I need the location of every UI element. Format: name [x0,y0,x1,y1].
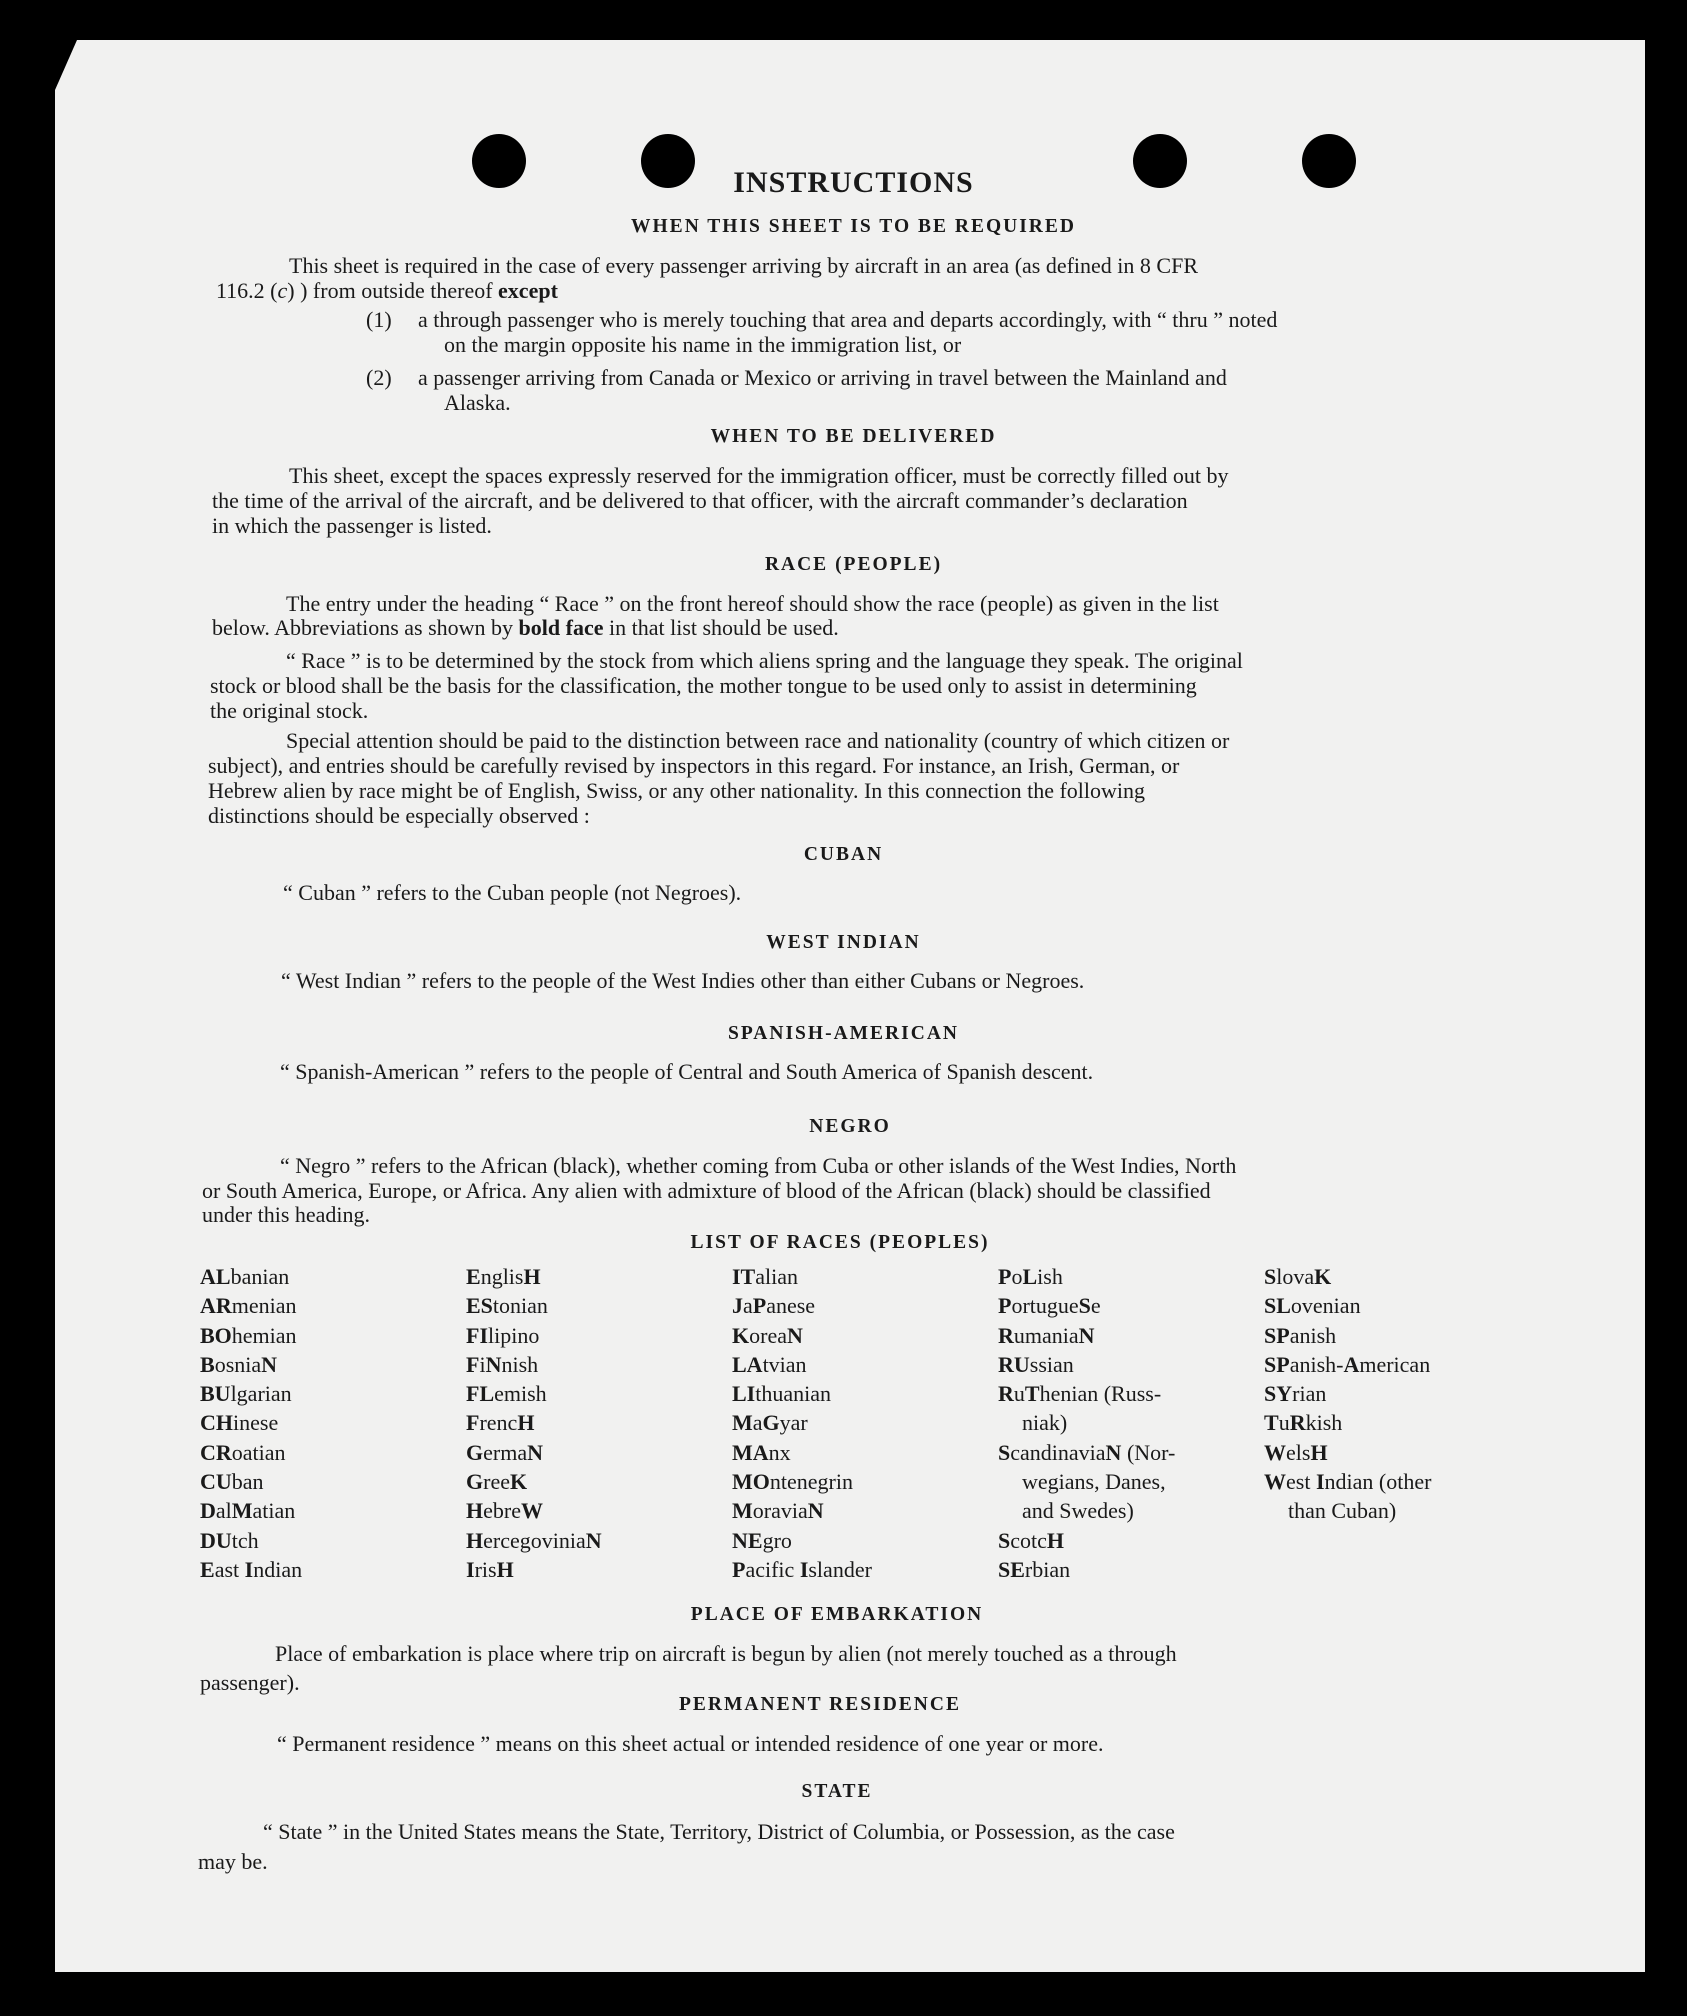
races-column-5 [1264,1262,1431,1526]
race-letters: lipino [488,1322,540,1348]
races-column-4 [998,1262,1175,1584]
race-item [200,1262,302,1291]
race-p2-line-3: the original stock. [210,698,369,723]
race-abbrev-letters: S [1078,1293,1091,1319]
race-letters: wegians, Danes, [1022,1469,1166,1495]
race-item [1264,1321,1431,1350]
race-letters: renc [479,1410,518,1436]
race-letters: i [479,1351,486,1377]
race-letters: niak) [1022,1410,1068,1436]
race-abbrev-letters: LI [732,1381,756,1407]
race-abbrev-letters: M [732,1410,753,1436]
race-letters: nglis [480,1264,524,1289]
race-letters: thuanian [755,1381,832,1407]
race-p1-line-1: The entry under the heading “ Race ” on the front hereof should show the race (people) as given in the list [286,591,1219,616]
race-item [998,1379,1175,1408]
race-abbrev-letters: N [261,1351,278,1377]
race-letters: erma [483,1439,528,1465]
race-letters: ntenegrin [769,1469,853,1495]
race-letters: acific [745,1556,800,1582]
race-letters: ris [474,1556,497,1582]
race-item [732,1408,872,1437]
race-abbrev-letters: N [1105,1439,1122,1465]
race-letters: henian (Russ- [1039,1381,1162,1407]
race-item [466,1321,602,1350]
race-letters: u [1278,1410,1290,1436]
race-item [1264,1291,1431,1320]
heading-when-delivered: WHEN TO BE DELIVERED [710,426,997,447]
race-letters: ssian [1029,1351,1074,1377]
required-item-1-line-1: a through passenger who is merely touching that area and departs accordingly, with “ thru ” noted [418,307,1278,332]
race-item [466,1526,602,1555]
race-letters: banian [230,1264,290,1289]
state-line-1: “ State ” in the United States means the State, Territory, District of Columbia, or Possession, as the case [263,1819,1175,1844]
race-abbrev-letters: I [466,1556,475,1582]
race-letters: lgarian [230,1381,292,1407]
race-abbrev-letters: SL [1264,1293,1291,1319]
race-letters: anese [766,1293,816,1319]
required-item-2-num: (2) [366,365,392,390]
race-letters: lova [1276,1264,1315,1289]
race-abbrev-letters: I [1315,1469,1325,1495]
race-abbrev-letters: SP [1264,1351,1290,1377]
race-abbrev-letters: J [732,1293,743,1319]
negro-line-3: under this heading. [202,1202,371,1227]
race-letters: nish [501,1351,539,1377]
race-letters: anish- [1289,1351,1344,1377]
race-letters: inese [233,1410,279,1436]
race-item [200,1408,302,1437]
race-abbrev-letters: K [732,1322,750,1348]
race-abbrev-letters: G [466,1439,484,1465]
race-letters: a [743,1293,753,1319]
race-abbrev-letters: S [1264,1264,1277,1289]
race-item [998,1496,1175,1525]
races-column-1 [200,1262,302,1584]
race-item [200,1350,302,1379]
race-letters: a [752,1410,763,1436]
race-letters: rbian [1024,1556,1071,1582]
race-letters: emish [494,1381,547,1407]
race-abbrev-letters: R [1289,1410,1306,1436]
heading-spanish-american: SPANISH-AMERICAN [728,1023,959,1044]
race-abbrev-letters: RU [998,1351,1030,1377]
heading-west-indian: WEST INDIAN [766,932,921,953]
race-abbrev-letters: E [200,1556,215,1582]
race-abbrev-letters: B [200,1351,215,1377]
race-abbrev-letters: W [520,1498,543,1524]
race-letters: els [1286,1439,1311,1465]
delivered-line-1: This sheet, except the spaces expressly reserved for the immigration officer, must be correctly filled out by [289,463,1229,488]
race-abbrev-letters: F [466,1410,480,1436]
race-item [466,1438,602,1467]
race-letters: than Cuban) [1288,1498,1397,1524]
race-item [998,1291,1175,1320]
race-abbrev-letters: K [509,1469,528,1495]
race-abbrev-letters: N [527,1439,543,1465]
race-letters: atian [252,1498,296,1524]
race-letters: ast [214,1556,245,1582]
race-abbrev-letters: W [1264,1439,1286,1465]
race-item [1264,1438,1431,1467]
race-abbrev-letters: H [523,1264,541,1289]
race-abbrev-letters: R [998,1322,1014,1348]
race-letters: orea [749,1322,787,1348]
race-p3-line-3: Hebrew alien by race might be of English, Swiss, or any other nationality. In this connection the following [208,778,1146,803]
race-abbrev-letters: MO [732,1469,770,1495]
race-item [200,1526,302,1555]
race-abbrev-letters: SE [998,1556,1025,1582]
race-letters: ortugue [1011,1293,1079,1319]
race-abbrev-letters: AR [200,1293,232,1319]
race-abbrev-letters: IT [732,1264,756,1289]
race-abbrev-letters: FL [466,1381,495,1407]
race-letters: yar [779,1410,808,1436]
negro-line-2: or South America, Europe, or Africa. Any alien with admixture of blood of the African (black) should be classified [202,1178,1211,1203]
race-letters: al [215,1498,232,1524]
delivered-line-3: in which the passenger is listed. [212,513,492,538]
negro-line-1: “ Negro ” refers to the African (black), whether coming from Cuba or other islands of the West Indies, North [280,1153,1237,1178]
delivered-line-2: the time of the arrival of the aircraft, and be delivered to that officer, with the aircraft commander’s declaration [212,488,1188,513]
race-abbrev-letters: N [786,1322,803,1348]
race-abbrev-letters: H [517,1410,535,1436]
race-item [998,1526,1175,1555]
race-p3-line-1: Special attention should be paid to the distinction between race and nationality (country of which citizen or [286,728,1230,753]
race-letters: anish [1289,1322,1337,1348]
race-abbrev-letters: MA [732,1439,769,1465]
race-abbrev-letters: G [762,1410,780,1436]
race-letters: cotc [1010,1527,1047,1553]
race-item [466,1467,602,1496]
heading-place-of-embarkation: PLACE OF EMBARKATION [690,1604,984,1625]
race-item [998,1467,1175,1496]
race-item [1264,1379,1431,1408]
heading-negro: NEGRO [809,1116,891,1137]
race-abbrev-letters: P [998,1264,1012,1289]
race-letters: umania [1013,1322,1079,1348]
race-abbrev-letters: DU [200,1527,232,1553]
heading-cuban: CUBAN [803,844,884,865]
race-p3-line-2: subject), and entries should be carefully revised by inspectors in this regard. For instance, an Irish, German, or [208,753,1180,778]
race-p1-line-2: below. Abbreviations as shown by bold face in that list should be used. [212,615,839,640]
cuban-text: “ Cuban ” refers to the Cuban people (not Negroes). [283,880,742,905]
west-indian-text: “ West Indian ” refers to the people of the West Indies other than either Cubans or Negroes. [281,968,1085,993]
race-item [998,1408,1175,1437]
race-abbrev-letters: R [998,1381,1014,1407]
race-abbrev-letters: M [231,1498,253,1524]
race-letters: nx [768,1439,791,1465]
race-letters: oravia [752,1498,808,1524]
race-abbrev-letters: N [807,1498,824,1524]
race-item [1264,1496,1431,1525]
race-abbrev-letters: N [485,1351,502,1377]
heading-state: STATE [801,1781,873,1802]
races-column-3 [732,1262,872,1584]
race-letters: slander [808,1556,872,1582]
race-abbrev-letters: ES [466,1293,493,1319]
required-item-2-line-2: Alaska. [444,390,511,415]
race-abbrev-letters: H [496,1556,514,1582]
race-abbrev-letters: CU [200,1469,232,1495]
race-letters: ndian [253,1556,303,1582]
race-letters: ree [483,1469,510,1495]
race-abbrev-letters: L [1022,1264,1038,1289]
race-abbrev-letters: LA [732,1351,763,1377]
required-item-1-line-2: on the margin opposite his name in the immigration list, or [444,332,962,357]
race-letters: hemian [231,1322,297,1348]
race-item [732,1555,872,1584]
race-letters: tvian [762,1351,807,1377]
race-abbrev-letters: G [466,1469,484,1495]
race-letters: alian [755,1264,799,1289]
race-item [1264,1408,1431,1437]
race-item [732,1467,872,1496]
race-item [200,1555,302,1584]
race-abbrev-letters: W [1264,1469,1286,1495]
races-column-2 [466,1262,602,1584]
spanish-american-text: “ Spanish-American ” refers to the people of Central and South America of Spanish descent. [280,1059,1094,1084]
race-item [466,1496,602,1525]
race-abbrev-letters: BO [200,1322,232,1348]
required-line-1: This sheet is required in the case of every passenger arriving by aircraft in an area (as defined in 8 CFR [289,253,1199,278]
race-abbrev-letters: I [799,1556,809,1582]
heading-race: RACE (PEOPLE) [764,554,943,575]
race-item [1264,1262,1431,1291]
race-p3-line-4: distinctions should be especially observed : [208,803,590,828]
race-item [732,1496,872,1525]
race-letters: ban [231,1469,264,1495]
heading-permanent-residence: PERMANENT RESIDENCE [679,1694,961,1715]
race-letters: ovenian [1290,1293,1361,1319]
required-item-2-line-1: a passenger arriving from Canada or Mexico or arriving in travel between the Mainland and [418,365,1227,390]
race-letters: tch [231,1527,259,1553]
race-abbrev-letters: M [732,1498,753,1524]
race-abbrev-letters: S [998,1527,1011,1553]
race-item [200,1379,302,1408]
race-item [466,1379,602,1408]
race-letters: rian [1292,1381,1327,1407]
race-item [732,1526,872,1555]
race-letters: candinavia [1010,1439,1106,1465]
race-letters: tonian [492,1293,548,1319]
race-abbrev-letters: N [585,1527,602,1553]
race-item [998,1262,1175,1291]
embarkation-line-1: Place of embarkation is place where trip on aircraft is begun by alien (not merely touched as a through [275,1641,1177,1666]
race-item [998,1350,1175,1379]
race-abbrev-letters: E [466,1264,481,1289]
race-letters: menian [231,1293,297,1319]
race-letters: osnia [214,1351,262,1377]
race-item [466,1291,602,1320]
race-p2-line-2: stock or blood shall be the basis for the classification, the mother tongue to be used only to assist in determining [210,673,1197,698]
race-abbrev-letters: FI [466,1322,488,1348]
race-abbrev-letters: P [732,1556,746,1582]
race-letters: ndian (other [1324,1469,1432,1495]
race-item [466,1408,602,1437]
race-abbrev-letters: T [1024,1381,1040,1407]
race-item [200,1321,302,1350]
race-letters: kish [1305,1410,1343,1436]
race-letters: merican [1359,1351,1431,1377]
race-abbrev-letters: H [466,1527,484,1553]
race-p2-line-1: “ Race ” is to be determined by the stock from which aliens spring and the language they speak. The original [286,648,1243,673]
race-letters: o [1011,1264,1023,1289]
race-letters: oatian [231,1439,286,1465]
race-item [998,1438,1175,1467]
race-abbrev-letters: S [998,1439,1011,1465]
race-item [1264,1350,1431,1379]
race-item [200,1496,302,1525]
race-abbrev-letters: BU [200,1381,231,1407]
race-abbrev-letters: I [244,1556,254,1582]
race-letters: (Nor- [1121,1439,1176,1465]
race-abbrev-letters: H [466,1498,484,1524]
race-item [1264,1467,1431,1496]
race-abbrev-letters: K [1314,1264,1332,1289]
race-abbrev-letters: NE [732,1527,763,1553]
race-letters: ercegovinia [483,1527,586,1553]
state-line-2: may be. [198,1849,268,1874]
race-abbrev-letters: CH [200,1410,233,1436]
race-abbrev-letters: H [1310,1439,1328,1465]
residence-text: “ Permanent residence ” means on this sheet actual or intended residence of one year or more. [277,1731,1104,1756]
race-item [466,1350,602,1379]
race-item [200,1438,302,1467]
race-item [732,1350,872,1379]
race-item [466,1555,602,1584]
race-abbrev-letters: P [752,1293,767,1319]
race-item [732,1438,872,1467]
heading-list-of-races: LIST OF RACES (PEOPLES) [690,1232,990,1253]
race-letters: ebre [483,1498,521,1524]
race-letters: u [1013,1381,1025,1407]
race-abbrev-letters: F [466,1351,480,1377]
heading-when-required: WHEN THIS SHEET IS TO BE REQUIRED [631,216,1076,237]
race-item [732,1262,872,1291]
race-letters: e [1090,1293,1101,1319]
race-item [732,1291,872,1320]
race-abbrev-letters: H [1046,1527,1065,1553]
race-letters: ish [1037,1264,1063,1289]
race-letters: est [1286,1469,1316,1495]
race-abbrev-letters: AL [200,1264,231,1289]
race-letters: and Swedes) [1022,1498,1134,1524]
race-item [998,1555,1175,1584]
race-abbrev-letters: A [1343,1351,1360,1377]
race-item [200,1467,302,1496]
race-item [732,1379,872,1408]
race-abbrev-letters: T [1264,1410,1279,1436]
required-item-1-num: (1) [366,307,392,332]
page-title: INSTRUCTIONS [733,166,974,199]
race-abbrev-letters: P [998,1293,1012,1319]
race-item [998,1321,1175,1350]
race-item [732,1321,872,1350]
race-letters: gro [762,1527,792,1553]
embarkation-line-2: passenger). [200,1670,300,1695]
race-abbrev-letters: SP [1264,1322,1290,1348]
race-abbrev-letters: SY [1264,1381,1293,1407]
race-item [466,1262,602,1291]
race-item [200,1291,302,1320]
required-line-2: 116.2 (c) ) from outside thereof except [216,278,558,303]
race-abbrev-letters: CR [200,1439,232,1465]
race-abbrev-letters: N [1078,1322,1095,1348]
race-abbrev-letters: D [200,1498,216,1524]
